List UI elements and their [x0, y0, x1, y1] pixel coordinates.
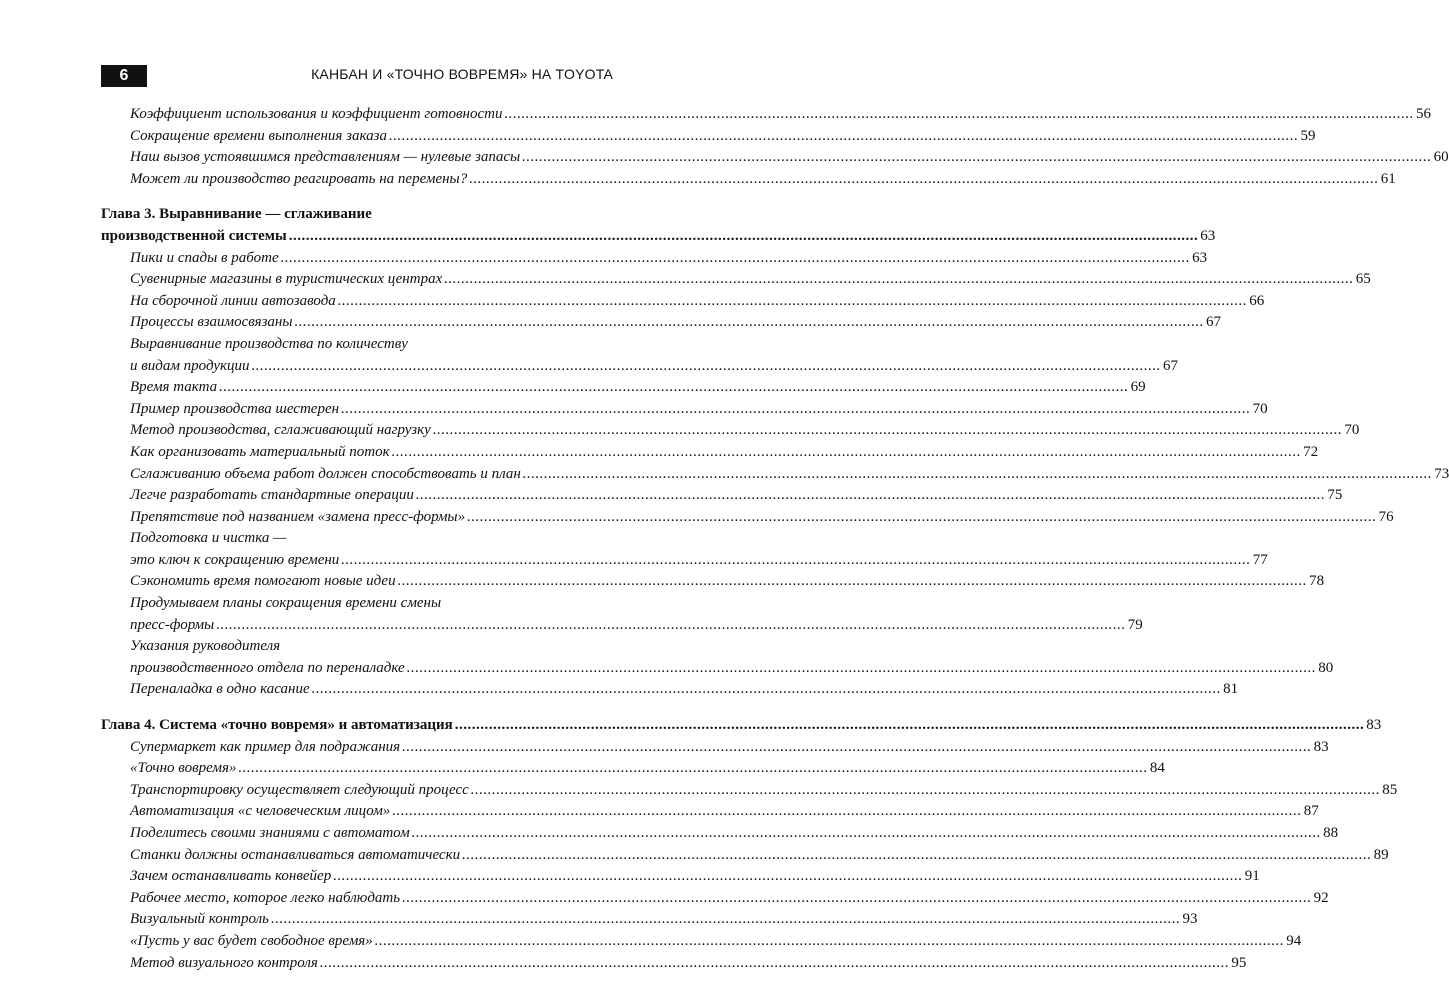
toc-entry-page: 65	[1355, 271, 1371, 288]
toc-entry	[101, 953, 1247, 975]
toc-entry-title: Препятствие под названием «замена пресс-формы»	[130, 508, 466, 525]
toc-entry-title: Супермаркет как пример для подражания	[130, 738, 401, 755]
toc-entry	[101, 845, 1389, 867]
toc-entry	[101, 823, 1339, 845]
dot-leader	[338, 291, 1248, 313]
toc-entry-title: Глава 3. Выравнивание — сглаживание	[101, 206, 372, 223]
dot-leader	[471, 780, 1381, 802]
toc-entry-title: «Пусть у вас будет свободное время»	[130, 932, 373, 949]
toc-entry-page: 67	[1163, 357, 1179, 374]
toc-entry	[101, 888, 1329, 910]
toc-entry-title: это ключ к сокращению времени	[130, 551, 340, 568]
toc-entry-title: Метод визуального контроля	[130, 954, 318, 971]
toc-entry-page: 79	[1127, 616, 1143, 633]
toc-entry-page: 70	[1344, 422, 1360, 439]
toc-entry-page: 69	[1130, 379, 1146, 396]
dot-leader	[412, 823, 1322, 845]
toc-entry-title: Подготовка и чистка —	[130, 530, 287, 547]
dot-leader	[469, 169, 1379, 191]
toc-entry	[101, 931, 1302, 953]
toc-entry	[101, 291, 1265, 313]
dot-leader	[281, 248, 1191, 270]
dot-leader	[398, 571, 1308, 593]
toc-entry-title: Метод производства, сглаживающий нагрузку	[130, 422, 431, 439]
toc-entry-page: 83	[1313, 738, 1329, 755]
toc-entry-page: 87	[1303, 803, 1319, 820]
toc-entry	[101, 104, 1431, 126]
toc-entry-page: 75	[1327, 487, 1343, 504]
toc-entry-page: 76	[1378, 508, 1394, 525]
toc-entry-title: и видам продукции	[130, 357, 250, 374]
toc-entry-page: 78	[1309, 573, 1325, 590]
toc-entry-page: 81	[1223, 681, 1239, 698]
toc-entry	[101, 147, 1449, 169]
toc-entry-page: 93	[1182, 911, 1198, 928]
toc-entry	[101, 658, 1334, 680]
toc-entry-page: 66	[1249, 292, 1265, 309]
toc-entry	[101, 801, 1319, 823]
dot-leader	[407, 658, 1317, 680]
toc-entry-title: На сборочной линии автозавода	[130, 292, 336, 309]
dot-leader	[467, 507, 1377, 529]
toc-entry-title: Сглаживанию объема работ должен способствовать и план	[130, 465, 521, 482]
toc-entry-line	[101, 334, 613, 356]
toc-entry-title: Пример производства шестерен	[130, 400, 340, 417]
toc-entry-page: 89	[1373, 846, 1389, 863]
toc-entry-title: Пики и спады в работе	[130, 249, 279, 266]
dot-leader	[402, 737, 1312, 759]
toc-entry-title: Указания руководителя	[130, 638, 281, 655]
dot-leader	[341, 550, 1251, 572]
toc-entry-title: Сувенирные магазины в туристических центрах	[130, 271, 443, 288]
toc-entry-title: производственного отдела по переналадке	[130, 659, 405, 676]
toc-chapter-4	[101, 715, 1398, 974]
dot-leader	[392, 801, 1302, 823]
toc-entry	[101, 571, 1325, 593]
toc-entry-title: Как организовать материальный поток	[130, 443, 390, 460]
dot-leader	[271, 909, 1181, 931]
toc-entry	[101, 909, 1198, 931]
toc-entry	[101, 269, 1371, 291]
page-header	[101, 65, 613, 87]
dot-leader	[455, 715, 1365, 737]
toc-entry-title: Может ли производство реагировать на перемены?	[130, 170, 468, 187]
dot-leader	[444, 269, 1354, 291]
toc-entry	[101, 377, 1146, 399]
toc-entry-title: Наш вызов устоявшимся представлениям — нулевые запасы	[130, 149, 521, 166]
toc-entry-page: 72	[1303, 443, 1319, 460]
toc-entry-page: 56	[1416, 106, 1431, 122]
toc-entry-page: 67	[1206, 314, 1222, 331]
toc-entry-title: Визуальный контроль	[130, 911, 269, 928]
toc-entry-page: 61	[1380, 170, 1396, 187]
toc-entry-page: 83	[1366, 717, 1382, 734]
dot-leader	[505, 104, 1415, 126]
dot-leader	[219, 377, 1129, 399]
toc-entry-page: 85	[1382, 781, 1398, 798]
toc-entry-page: 84	[1149, 760, 1165, 777]
toc-entry-page: 94	[1286, 932, 1302, 949]
toc-chapter-3	[101, 204, 1449, 701]
toc-entry-title: «Точно вовремя»	[130, 760, 237, 777]
dot-leader	[320, 953, 1230, 975]
dot-leader	[433, 420, 1343, 442]
toc-entry-page: 77	[1252, 551, 1268, 568]
toc-entry	[101, 507, 1394, 529]
toc-entry-title: Рабочее место, которое легко наблюдать	[130, 889, 401, 906]
toc-entry-title: Станки должны останавливаться автоматически	[130, 846, 461, 863]
toc-entry-page: 80	[1318, 659, 1334, 676]
dot-leader	[462, 845, 1372, 867]
toc-entry-page: 63	[1200, 227, 1216, 244]
toc-entry-title: Поделитесь своими знаниями с автоматом	[130, 825, 410, 841]
dot-leader	[392, 442, 1302, 464]
toc-entry	[101, 399, 1268, 421]
dot-leader	[416, 485, 1326, 507]
dot-leader	[341, 399, 1251, 421]
toc-entry	[101, 485, 1343, 507]
dot-leader	[522, 147, 1432, 169]
toc-entry-page: 88	[1323, 825, 1339, 841]
toc-entry-page: 92	[1313, 889, 1329, 906]
toc-entry-title: Легче разработать стандартные операции	[130, 487, 414, 504]
toc-entry	[101, 464, 1449, 486]
toc-entry-title: Коэффициент использования и коэффициент готовности	[130, 106, 503, 122]
toc-entry-page: 59	[1300, 127, 1316, 144]
toc-entry-title: Продумываем планы сокращения времени смены	[130, 595, 442, 612]
toc-entry-page: 73	[1434, 465, 1449, 482]
toc-entry	[101, 248, 1208, 270]
toc-entry	[101, 615, 1143, 637]
dot-leader	[402, 888, 1312, 910]
dot-leader	[312, 679, 1222, 701]
toc-entry-page: 91	[1244, 868, 1260, 885]
toc-entry-title: Сокращение времени выполнения заказа	[130, 127, 387, 144]
toc-entry-line	[101, 593, 613, 615]
dot-leader	[375, 931, 1285, 953]
toc-entry	[101, 356, 1179, 378]
toc-entry-title: Переналадка в одно касание	[130, 681, 310, 698]
toc-entry-page: 70	[1252, 400, 1268, 417]
dot-leader	[295, 312, 1205, 334]
chapter-title	[101, 204, 613, 226]
toc-entry	[101, 442, 1319, 464]
table-of-contents	[101, 104, 1449, 974]
toc-entry-title: Время такта	[130, 379, 218, 396]
dot-leader	[523, 464, 1433, 486]
toc-entry	[101, 312, 1222, 334]
toc-entry-line	[101, 528, 613, 550]
chapter-title	[101, 226, 1216, 248]
running-title: КАНБАН И «ТОЧНО ВОВРЕМЯ» НА TOYOTA	[311, 66, 613, 82]
toc-entry	[101, 420, 1360, 442]
toc-entry	[101, 780, 1398, 802]
toc-intro-section	[101, 104, 1449, 190]
toc-entry-title: Глава 4. Система «точно вовремя» и автоматизация	[101, 717, 453, 734]
dot-leader	[389, 126, 1299, 148]
dot-leader	[216, 615, 1126, 637]
toc-entry-page: 63	[1192, 249, 1208, 266]
toc-entry	[101, 866, 1260, 888]
toc-entry-page: 60	[1433, 149, 1449, 166]
toc-entry-title: Зачем останавливать конвейер	[130, 868, 332, 885]
dot-leader	[252, 356, 1162, 378]
toc-entry-title: Транспортировку осуществляет следующий процесс	[130, 781, 469, 798]
toc-entry	[101, 679, 1239, 701]
toc-entry	[101, 758, 1165, 780]
toc-entry	[101, 126, 1316, 148]
page-number-badge: 6	[101, 65, 147, 87]
toc-entry	[101, 169, 1396, 191]
dot-leader	[289, 226, 1199, 248]
chapter-title	[101, 715, 1382, 737]
toc-entry-title: пресс-формы	[130, 616, 215, 633]
toc-entry-page: 95	[1231, 954, 1247, 971]
toc-entry	[101, 737, 1329, 759]
toc-entry-title: Автоматизация «с человеческим лицом»	[130, 803, 391, 820]
toc-entry-line	[101, 636, 613, 658]
dot-leader	[238, 758, 1148, 780]
toc-entry-title: Сэкономить время помогают новые идеи	[130, 573, 396, 590]
toc-entry-title: Выравнивание производства по количеству	[130, 335, 408, 352]
dot-leader	[333, 866, 1243, 888]
toc-entry	[101, 550, 1268, 572]
toc-entry-title: производственной системы	[101, 227, 287, 244]
toc-entry-title: Процессы взаимосвязаны	[130, 314, 293, 331]
